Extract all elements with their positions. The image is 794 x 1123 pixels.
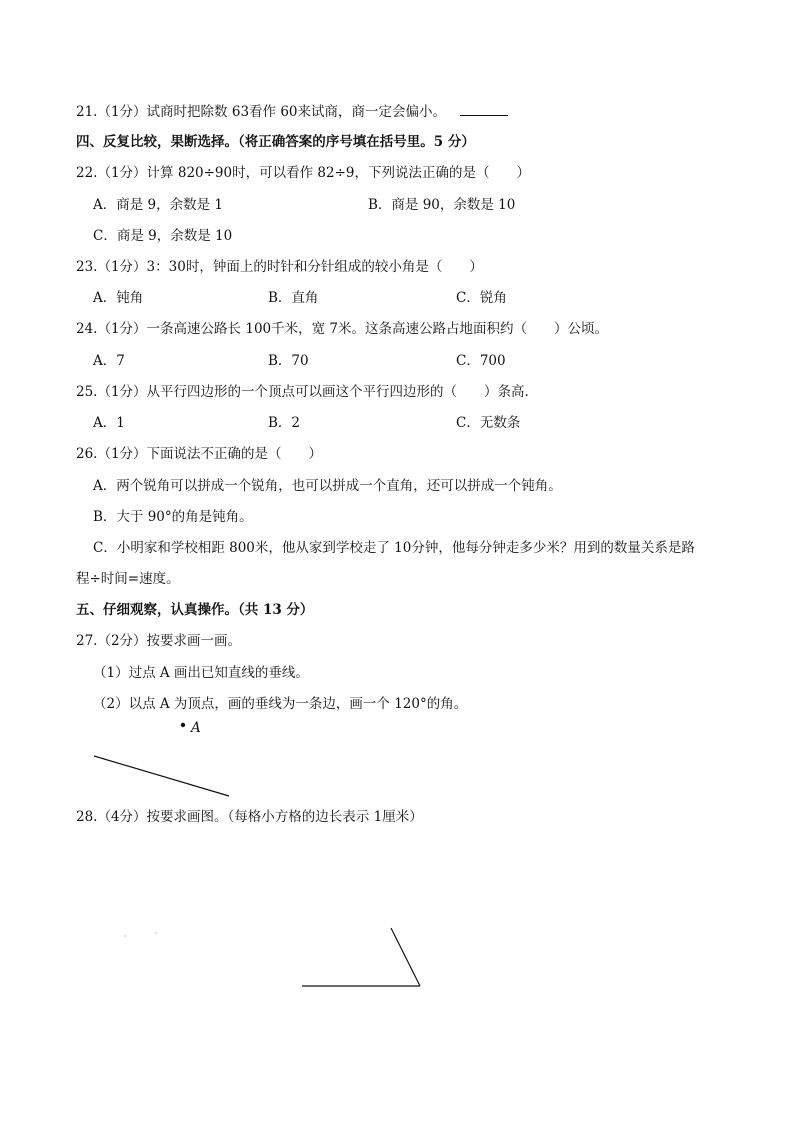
q28-stem: 28.（4分）按要求画图。（每格小方格的边长表示 1厘米） bbox=[76, 809, 423, 825]
q23-option-b: B．直角 bbox=[268, 290, 319, 306]
q25-option-a: A．1 bbox=[93, 415, 125, 431]
q27-sub1: （1）过点 A 画出已知直线的垂线。 bbox=[93, 665, 309, 681]
point-a bbox=[181, 723, 185, 727]
q23-option-a: A．钝角 bbox=[93, 290, 144, 306]
q22-option-b: B．商是 90，余数是 10 bbox=[368, 197, 516, 213]
section5-title: 五、仔细观察，认真操作。（共 13 分） bbox=[76, 602, 314, 618]
q25-stem: 25.（1分）从平行四边形的一个顶点可以画这个平行四边形的（ ）条高. bbox=[76, 384, 529, 400]
q24-option-a: A．7 bbox=[93, 353, 125, 369]
given-line bbox=[94, 756, 229, 796]
point-a-label: A bbox=[191, 720, 201, 736]
q23-option-c: C．锐角 bbox=[456, 290, 507, 306]
q24-option-c: C．700 bbox=[456, 353, 506, 369]
q22-option-a: A．商是 9，余数是 1 bbox=[93, 197, 224, 213]
grid-dot bbox=[155, 932, 156, 933]
q25-option-b: B．2 bbox=[268, 415, 301, 431]
q27-sub2: （2）以点 A 为顶点，画的垂线为一条边，画一个 120°的角。 bbox=[93, 696, 468, 712]
q26-stem: 26.（1分）下面说法不正确的是（ ） bbox=[76, 446, 323, 462]
q22-option-c: C．商是 9，余数是 10 bbox=[93, 228, 233, 244]
q26-option-c: C．小明家和学校相距 800米，他从家到学校走了 10分钟，他每分钟走多少米？用到的数量关系是路 bbox=[93, 540, 695, 556]
q26-option-b: B．大于 90°的角是钝角。 bbox=[93, 509, 253, 525]
q24-stem: 24.（1分）一条高速公路长 100千米，宽 7米。这条高速公路占地面积约（ ）公顷。 bbox=[76, 321, 608, 337]
q22-stem: 22.（1分）计算 820÷90时，可以看作 82÷9，下列说法正确的是（ ） bbox=[76, 165, 530, 181]
q25-option-c: C．无数条 bbox=[456, 415, 521, 431]
q27-stem: 27.（2分）按要求画一画。 bbox=[76, 633, 242, 649]
angle-slant-line bbox=[391, 928, 420, 986]
q24-option-b: B．70 bbox=[268, 353, 309, 369]
section4-title: 四、反复比较，果断选择。（将正确答案的序号填在括号里。5 分） bbox=[76, 134, 475, 150]
q21-stem: 21.（1分）试商时把除数 63看作 60来试商，商一定会偏小。 bbox=[76, 104, 446, 120]
grid-dot bbox=[124, 935, 125, 936]
q23-stem: 23.（1分）3：30时，钟面上的时针和分针组成的较小角是（ ） bbox=[76, 259, 483, 275]
q26-option-c-cont: 程÷时间=速度。 bbox=[76, 571, 180, 587]
q26-option-a: A．两个锐角可以拼成一个锐角，也可以拼成一个直角，还可以拼成一个钝角。 bbox=[93, 478, 562, 494]
